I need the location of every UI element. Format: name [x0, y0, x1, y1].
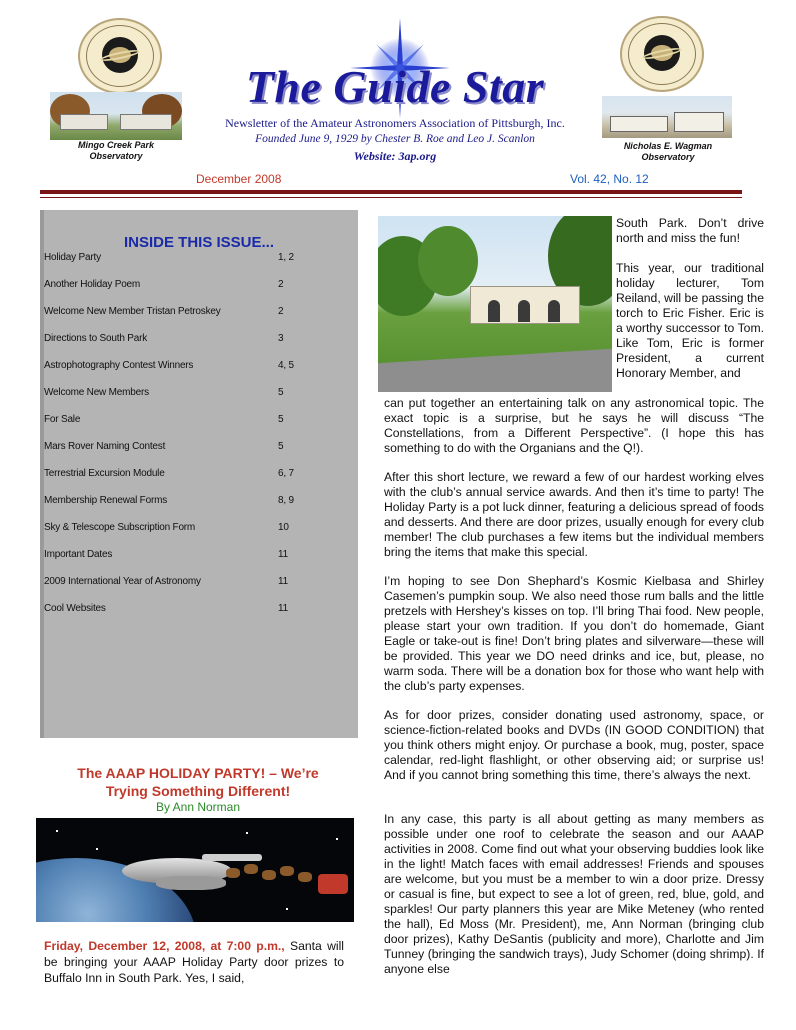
society-seal-right — [620, 16, 704, 92]
toc-item — [44, 603, 354, 619]
toc-item — [44, 441, 354, 457]
toc-item-title: Another Holiday Poem — [44, 279, 141, 290]
toc-item — [44, 495, 354, 511]
toc-item — [44, 576, 354, 592]
lead-text: Santa will be bringing your AAAP Holiday Party door prizes to Buffalo Inn in South Park. Yes, I said, — [44, 939, 345, 985]
article-paragraph-3: I’m hoping to see Don Shephard’s Kosmic Kielbasa and Shirley Casemen’s pumpkin soup. We also need those rum balls and the little pretzels with Hershey’s kisses on top. I’ll bring Thai food. New people, please start your own tradition. If you don’t do homemade, Giant Eagle or take-out is fine! Don’t bring plates and silverware—these will be provided. This year we DO need drinks and ice, but, please, no warm soda. There will be a donation box for those who want help with the club’s party expenses. — [384, 574, 764, 693]
toc-item-pages: 2 — [278, 306, 284, 317]
toc-item-pages: 5 — [278, 414, 284, 425]
article-paragraph-2: After this short lecture, we reward a few of our hardest working elves with the club’s annual service awards. And then it’s time to party! The Holiday Party is a pot luck dinner, featuring a delicious spread of foods and desserts. And there are door prizes, usually enough for every club member! The club purchases a few items but the individual members bring the items that make this special. — [384, 470, 764, 559]
toc-item — [44, 360, 354, 376]
toc-item — [44, 522, 354, 538]
toc-item-pages: 10 — [278, 522, 289, 533]
toc-item — [44, 414, 354, 430]
toc-item-title: Welcome New Member Tristan Petroskey — [44, 306, 221, 317]
wrap-paragraph-2: This year, our traditional holiday lecturer, Tom Reiland, will be passing the torch to Eric Fisher. Eric is a worthy successor to Tom. Like Tom, Eric is former President, a current Honorary Member, and — [616, 261, 764, 380]
toc-item-pages: 2 — [278, 279, 284, 290]
toc-item — [44, 333, 354, 349]
toc-item-title: Welcome New Members — [44, 387, 149, 398]
article-paragraph-continued: can put together an entertaining talk on any astronomical topic. The exact topic is a surprise, but he says he will discuss “The Constellations, from a Different Perspective”. (I hope this has something to do with the Organians and the Q!). — [384, 396, 764, 455]
article-paragraph-4: As for door prizes, consider donating used astronomy, space, or science-fiction-related books and DVDs (IN GOOD CONDITION) that you think others might enjoy. Or purchase a book, mug, poster, space calendar, red-light flashlight, or other observing aid; or surprise us! And if you cannot bring something this time, there’s always the next. — [384, 708, 764, 782]
toc-item-pages: 5 — [278, 441, 284, 452]
toc-item-title: Terrestrial Excursion Module — [44, 468, 165, 479]
toc-item-pages: 1, 2 — [278, 252, 294, 263]
wagman-observatory-photo — [602, 96, 732, 138]
toc-item — [44, 468, 354, 484]
toc-item-title: Mars Rover Naming Contest — [44, 441, 166, 452]
article-byline: By Ann Norman — [155, 800, 241, 814]
website-line: Website: 3ap.org — [353, 149, 437, 163]
mingo-creek-observatory-photo — [50, 92, 182, 140]
toc-item-pages: 11 — [278, 603, 288, 614]
newsletter-subtitle: Newsletter of the Amateur Astronomers Association of Pittsburgh, Inc. — [225, 116, 565, 130]
toc-item — [44, 252, 354, 268]
wrap-paragraph-1: South Park. Don’t drive north and miss the fun! — [616, 216, 764, 245]
toc-item-pages: 6, 7 — [278, 468, 294, 479]
santa-starship-illustration — [36, 818, 354, 922]
article-lead-paragraph — [44, 938, 344, 986]
toc-item-pages: 4, 5 — [278, 360, 294, 371]
toc-item-pages: 11 — [278, 549, 288, 560]
right-observatory-caption: Nicholas E. Wagman Observatory — [623, 141, 713, 162]
toc-item-pages: 8, 9 — [278, 495, 294, 506]
issue-volume: Vol. 42, No. 12 — [570, 172, 649, 186]
society-seal-left — [78, 18, 162, 94]
toc-item-title: For Sale — [44, 414, 81, 425]
toc-item-pages: 3 — [278, 333, 284, 344]
toc-item-title: Membership Renewal Forms — [44, 495, 168, 506]
toc-item-title: Cool Websites — [44, 603, 106, 614]
article-title: The AAAP HOLIDAY PARTY! – We’re Trying Something Different! — [77, 765, 319, 799]
toc-item-title: Directions to South Park — [44, 333, 148, 344]
toc-item — [44, 387, 354, 403]
issue-date: December 2008 — [196, 172, 282, 186]
party-date-highlight: Friday, December 12, 2008, at 7:00 p.m., — [44, 939, 285, 953]
toc-item — [44, 279, 354, 295]
toc-item — [44, 306, 354, 322]
left-observatory-caption: Mingo Creek Park Observatory — [77, 140, 155, 161]
buffalo-inn-photo — [378, 216, 612, 392]
masthead-rule-thin — [40, 197, 742, 198]
toc-heading: INSIDE THIS ISSUE... — [123, 234, 275, 251]
founded-line: Founded June 9, 1929 by Chester B. Roe and Leo J. Scanlon — [255, 133, 535, 145]
inside-this-issue-box — [40, 210, 358, 738]
toc-item-pages: 5 — [278, 387, 284, 398]
masthead-rule — [40, 190, 742, 194]
toc-item-title: 2009 International Year of Astronomy — [44, 576, 201, 587]
toc-item-title: Astrophotography Contest Winners — [44, 360, 194, 371]
toc-item-pages: 11 — [278, 576, 288, 587]
toc-item-title: Sky & Telescope Subscription Form — [44, 522, 196, 533]
article-paragraph-5: In any case, this party is all about getting as many members as possible under one roof to celebrate the season and our AAAP activities in 2008. Come find out what your observing buddies look like in the light! Match faces with email addresses! Friends and spouses are welcome, but you must be a member to win a door prize. Dressy or casual is fine, but expect to see a lot of green, red, blue, gold, and sparkles! Our party planners this year are Mike Meteney (who rented the hall), Ed Moss (Mr. President), me, Ann Norman (bringing club door prizes), Kathy DeSantis (publicity and more), Charlotte and Jim Tunney (bringing the sandwich trays), Judy Schomer (doing shrimp). If anyone else — [384, 812, 764, 976]
toc-item-title: Holiday Party — [44, 252, 101, 263]
toc-item — [44, 549, 354, 565]
toc-item-title: Important Dates — [44, 549, 113, 560]
newsletter-title: The Guide Star — [245, 61, 545, 112]
